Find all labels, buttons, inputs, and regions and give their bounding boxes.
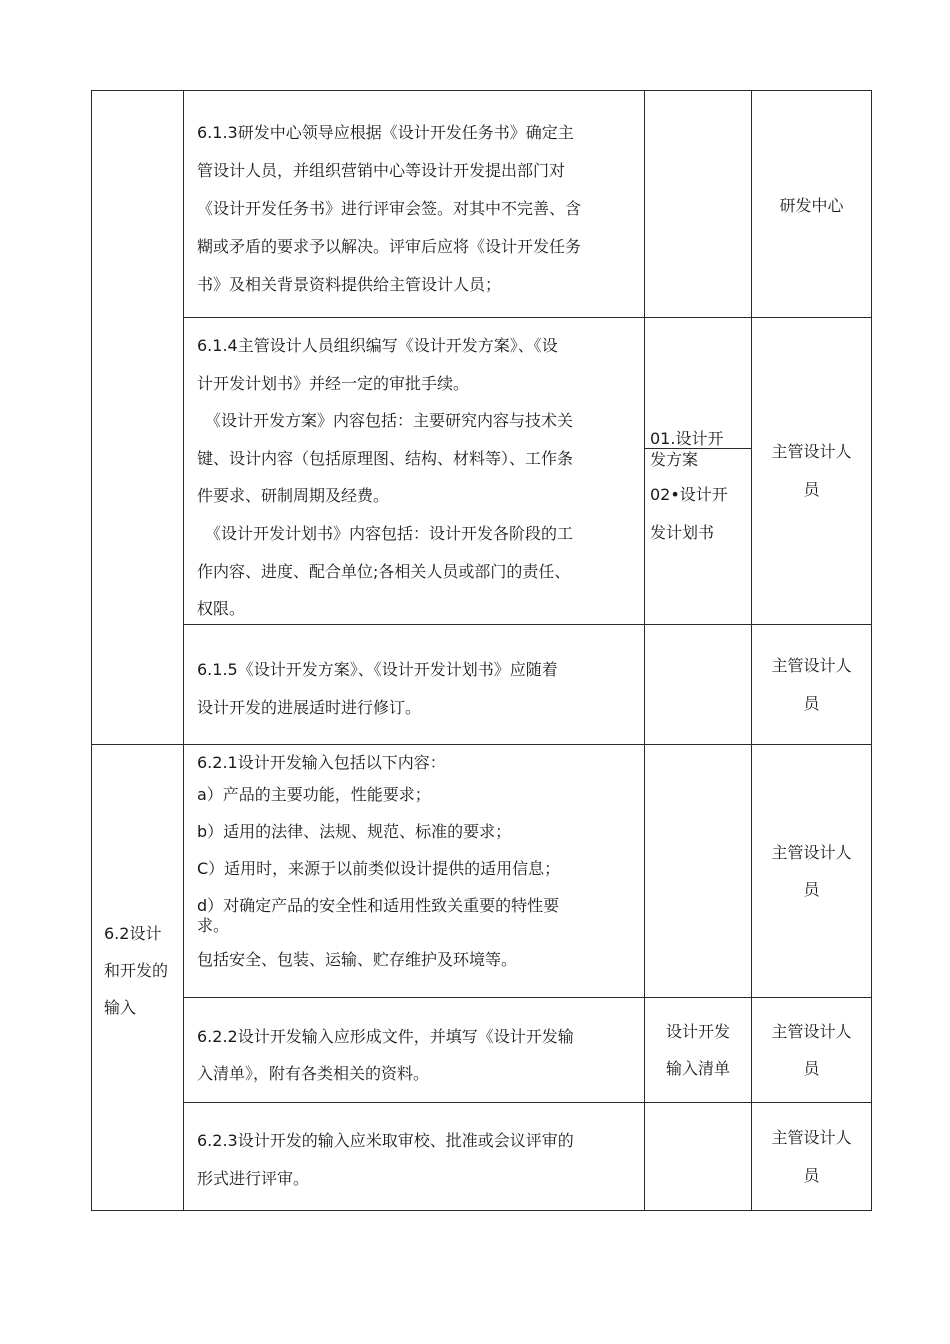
- responsible-line: 员: [803, 1059, 820, 1078]
- content-line: C）适用时，来源于以前类似设计提供的适用信息；: [197, 859, 561, 878]
- content-line: 6.1.4主管设计人员组织编写《设计开发方案》、《设: [197, 336, 558, 355]
- section-line: 输入: [104, 998, 137, 1017]
- content-line: 求。: [197, 916, 230, 935]
- responsible-cell-6-2-3: [752, 1103, 871, 1210]
- content-line: 《设计开发计划书》内容包括：设计开发各阶段的工: [205, 523, 574, 543]
- responsible-line: 主管设计人: [771, 655, 852, 675]
- records-line: 02•设计开: [650, 485, 728, 504]
- content-cell-6-1-4: [197, 327, 637, 628]
- content-line: 形式进行评审。: [197, 1169, 310, 1188]
- content-line: 包括安全、包装、运输、贮存维护及环境等。: [197, 950, 518, 969]
- content-line: 6.1.3研发中心领导应根据《设计开发任务书》确定主: [197, 123, 574, 142]
- content-line: 计开发计划书》并经一定的审批手续。: [197, 373, 470, 393]
- content-line: 书》及相关背景资料提供给主管设计人员；: [197, 275, 502, 294]
- content-line: 6.2.1设计开发输入包括以下内容：: [197, 753, 446, 772]
- table-left-border: [91, 90, 92, 1211]
- content-cell-6-2-1: [197, 750, 637, 978]
- content-line: 6.1.5《设计开发方案》、《设计开发计划书》应随着: [197, 660, 558, 679]
- content-line: 管设计人员，并组织营销中心等设计开发提出部门对: [197, 161, 566, 180]
- records-line: 设计开发: [665, 1022, 730, 1041]
- content-cell-6-2-3: [197, 1122, 637, 1198]
- content-line: 《设计开发任务书》进行评审会签。对其中不完善、含: [197, 199, 582, 218]
- records-line: 发计划书: [650, 523, 715, 542]
- responsible-line: 主管设计人: [771, 442, 852, 461]
- table-bottom-border: [91, 1210, 872, 1211]
- responsible-cell-6-1-3: [752, 91, 871, 317]
- records-cell-design-plan: [650, 428, 750, 470]
- content-cell-6-2-2: [197, 1018, 637, 1092]
- responsible-line: 员: [803, 693, 820, 713]
- responsible-line: 主管设计人: [771, 1022, 852, 1041]
- content-cell-6-1-5: [197, 651, 637, 727]
- responsible-line: 员: [803, 480, 820, 499]
- content-line: 权限。: [197, 599, 246, 619]
- section-line: 6.2设计: [104, 924, 162, 943]
- content-line: 6.2.2设计开发输入应形成文件，并填写《设计开发输: [197, 1027, 574, 1046]
- section-label-6-2: [104, 915, 182, 1026]
- responsible-line: 主管设计人: [771, 843, 852, 862]
- responsible-cell-6-1-4: [752, 318, 871, 624]
- content-line: 6.2.3设计开发的输入应米取审校、批准或会议评审的: [197, 1131, 574, 1150]
- content-line: 设计开发的进展适时进行修订。: [197, 698, 422, 717]
- records-cell-input-list: [645, 998, 751, 1102]
- records-line: 发方案: [650, 450, 699, 469]
- content-line: 键、设计内容（包括原理图、结构、材料等）、工作条: [197, 448, 574, 468]
- content-line: 入清单》，附有各类相关的资料。: [197, 1064, 430, 1083]
- responsible-cell-6-1-5: [752, 625, 871, 744]
- content-line: a）产品的主要功能，性能要求；: [197, 785, 431, 804]
- content-line: 作内容、进度、配合单位;各相关人员或部门的责任、: [197, 561, 571, 581]
- records-line: 01.设计开: [650, 429, 724, 448]
- responsible-text: 研发中心: [779, 195, 844, 215]
- responsible-line: 员: [803, 880, 820, 899]
- content-line: d）对确定产品的安全性和适用性致关重要的特性要: [197, 896, 560, 915]
- responsible-line: 员: [803, 1165, 820, 1185]
- table-right-border: [871, 90, 872, 1211]
- content-line: 糊或矛盾的要求予以解决。评审后应将《设计开发任务: [197, 237, 582, 256]
- responsible-line: 主管设计人: [771, 1127, 852, 1147]
- content-cell-6-1-3: [197, 114, 637, 304]
- content-line: b）适用的法律、法规、规范、标准的要求；: [197, 822, 512, 841]
- section-line: 和开发的: [104, 961, 169, 980]
- column-divider: [183, 90, 184, 1211]
- content-line: 《设计开发方案》内容包括：主要研究内容与技术关: [205, 411, 574, 431]
- records-cell-design-schedule: [650, 476, 750, 552]
- responsible-cell-6-2-2: [752, 998, 871, 1102]
- content-line: 件要求、研制周期及经费。: [197, 486, 390, 506]
- responsible-cell-6-2-1: [752, 745, 871, 997]
- records-line: 输入清单: [665, 1059, 730, 1078]
